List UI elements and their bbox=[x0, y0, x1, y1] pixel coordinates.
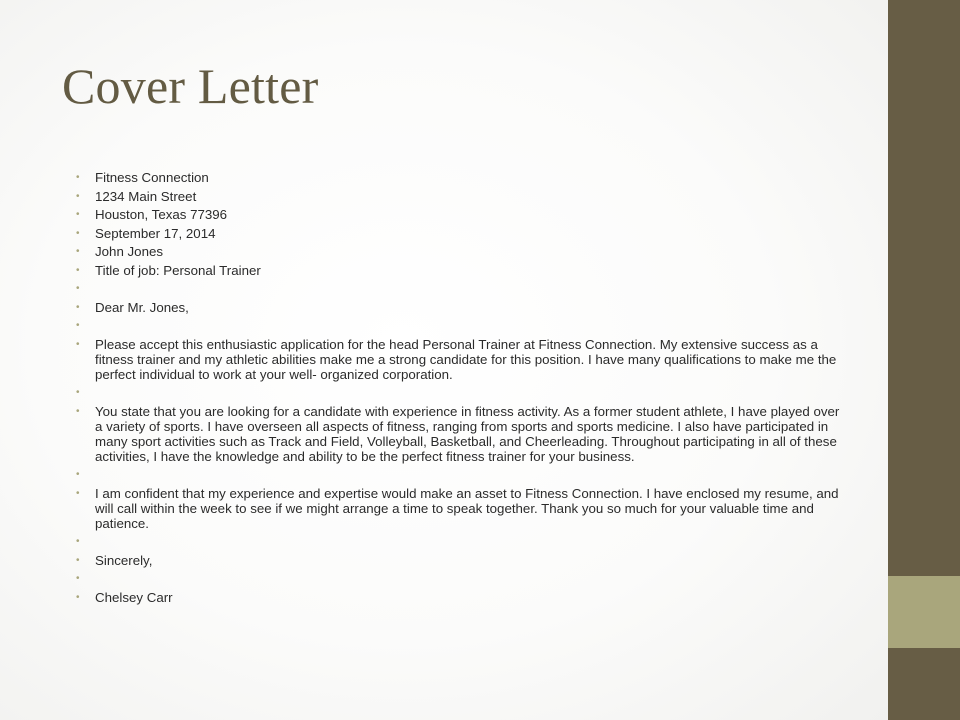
bullet-icon: • bbox=[76, 554, 80, 566]
bullet-icon: • bbox=[76, 591, 80, 603]
bullet-icon: • bbox=[76, 283, 80, 294]
letter-line-text: John Jones bbox=[95, 244, 164, 259]
letter-line bbox=[76, 590, 840, 605]
letter-line bbox=[76, 226, 840, 241]
letter-line-text: Title of job: Personal Trainer bbox=[95, 262, 261, 278]
bullet-icon: • bbox=[76, 573, 80, 584]
letter-line bbox=[76, 467, 840, 482]
bullet-icon: • bbox=[76, 172, 80, 183]
letter-line-text: Please accept this enthusiastic application for the head Personal Trainer at Fitness Connection. My extensive success as a fitness trainer and my athletic abilities make me a strong candidate for this position. I have many qualifications to make me the perfect individual to work at your well- organized corporation. bbox=[95, 336, 837, 382]
letter-bullet-list bbox=[76, 170, 840, 608]
side-band-middle bbox=[888, 576, 960, 648]
bullet-icon: • bbox=[76, 227, 80, 239]
letter-line bbox=[76, 189, 840, 204]
letter-line bbox=[76, 281, 840, 296]
letter-line bbox=[76, 300, 840, 315]
side-band-top bbox=[888, 0, 960, 576]
letter-line-text: Dear Mr. Jones, bbox=[95, 299, 189, 315]
letter-line bbox=[76, 571, 840, 586]
bullet-icon: • bbox=[76, 536, 80, 547]
letter-line-text: You state that you are looking for a candidate with experience in fitness activity. As a former student athlete, I have played over a variety of sports. I have overseen all aspects of fitness, ranging from sports and sports medicine. I also have participated in many sport activities such as Track and Field, Volleyball, Basketball, and Cheerleading. Throughout participating in all of these activities, I have the knowledge and ability to be the perfect fitness trainer for your business. bbox=[95, 403, 840, 464]
letter-line bbox=[76, 244, 840, 259]
letter-line bbox=[76, 486, 840, 531]
letter-line bbox=[76, 404, 840, 464]
letter-line-text: I am confident that my experience and expertise would make an asset to Fitness Connection. I have enclosed my resume, and will call within the week to see if we might arrange a time to speak together. Thank you so much for your valuable time and patience. bbox=[95, 485, 839, 531]
side-band-bottom bbox=[888, 648, 960, 720]
letter-line bbox=[76, 263, 840, 278]
letter-line-text: Fitness Connection bbox=[95, 170, 209, 185]
bullet-icon: • bbox=[76, 338, 80, 350]
bullet-icon: • bbox=[76, 246, 80, 257]
letter-line bbox=[76, 318, 840, 333]
bullet-icon: • bbox=[76, 405, 80, 417]
bullet-icon: • bbox=[76, 190, 80, 202]
letter-line bbox=[76, 385, 840, 400]
letter-line-text: 1234 Main Street bbox=[95, 188, 197, 204]
slide-title: Cover Letter bbox=[62, 58, 319, 114]
letter-line bbox=[76, 207, 840, 222]
bullet-icon: • bbox=[76, 469, 80, 480]
letter-line bbox=[76, 534, 840, 549]
letter-line-text: Chelsey Carr bbox=[95, 589, 173, 605]
letter-line-text: September 17, 2014 bbox=[95, 225, 216, 241]
bullet-icon: • bbox=[76, 320, 80, 331]
bullet-icon: • bbox=[76, 387, 80, 398]
bullet-icon: • bbox=[76, 301, 80, 313]
bullet-icon: • bbox=[76, 264, 80, 276]
bullet-icon: • bbox=[76, 487, 80, 499]
letter-line bbox=[76, 337, 840, 382]
letter-line bbox=[76, 170, 840, 185]
bullet-icon: • bbox=[76, 209, 80, 220]
letter-line bbox=[76, 553, 840, 568]
letter-line-text: Sincerely, bbox=[95, 552, 153, 568]
letter-line-text: Houston, Texas 77396 bbox=[95, 207, 228, 222]
